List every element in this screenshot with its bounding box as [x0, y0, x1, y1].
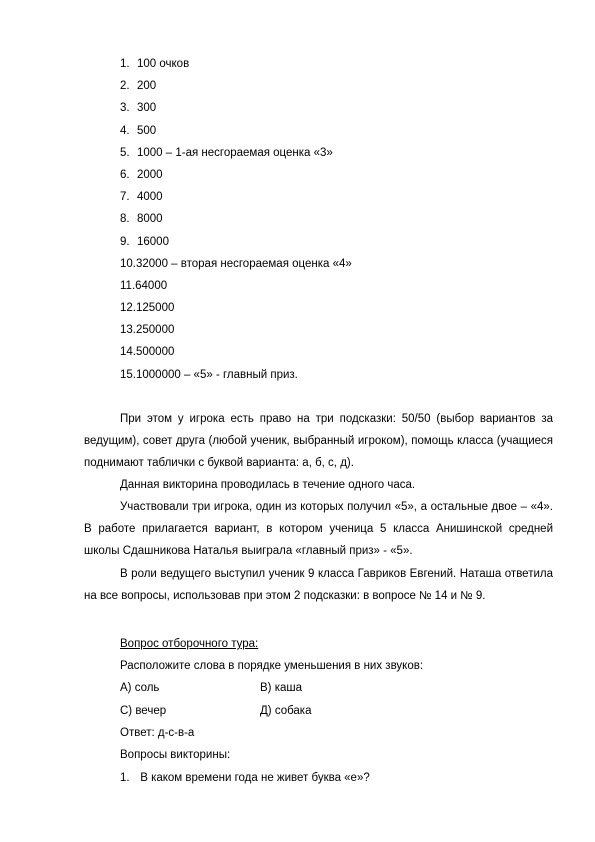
quiz-question-1-text: В каком времени года не живет буква «е»?: [140, 772, 370, 784]
prize-text: 64000: [135, 279, 168, 292]
prize-number: 5.: [120, 146, 130, 159]
quiz-question-1-number: 1.: [120, 772, 130, 784]
prize-number: 10.: [120, 257, 136, 270]
prize-number: 3.: [120, 102, 130, 115]
hints-paragraph: [84, 408, 553, 475]
prize-list-item: [120, 123, 352, 145]
prize-number: 14.: [120, 346, 136, 359]
prize-text: 1000000 – «5» - главный приз.: [136, 368, 298, 381]
option-c: С) вечер: [120, 705, 167, 717]
prize-text: 32000 – вторая несгораемая оценка «4»: [136, 257, 352, 270]
prize-list: [120, 56, 352, 389]
host-paragraph: [84, 563, 553, 607]
option-b: В) каша: [260, 682, 302, 694]
option-a: А) соль: [120, 682, 160, 694]
hints-text: При этом у игрока есть право на три подсказки: 50/50 (выбор вариантов за ведущим), совет друга (любой ученик, выбранный игроком), помощь класса (учащиеся поднимают таблички с буквой варианта: а, б, с, д).: [84, 413, 553, 470]
prize-list-item: [120, 300, 352, 322]
qualifier-heading: Вопрос отборочного тура:: [120, 638, 259, 650]
prize-list-item: [120, 211, 352, 233]
prize-text: 8000: [137, 213, 163, 226]
prize-list-item: [120, 234, 352, 256]
prize-text: 100 очков: [137, 58, 190, 70]
prize-text: 300: [137, 102, 157, 115]
prize-list-item: [120, 56, 352, 78]
prize-number: 13.: [120, 324, 136, 337]
quiz-heading: Вопросы викторины:: [120, 749, 231, 761]
prize-list-item: [120, 367, 352, 389]
prize-number: 2.: [120, 80, 130, 93]
prize-list-item: [120, 278, 352, 300]
prize-list-item: [120, 189, 352, 211]
prize-text: 1000 – 1-ая несгораемая оценка «3»: [137, 146, 333, 159]
prize-number: 11.: [120, 279, 136, 292]
prize-list-item: [120, 322, 352, 344]
prize-number: 7.: [120, 191, 130, 204]
prize-text: 16000: [137, 235, 169, 248]
prize-list-item: [120, 100, 352, 122]
prize-number: 9.: [120, 235, 130, 248]
prize-text: 4000: [137, 191, 163, 204]
participants-paragraph: [84, 496, 553, 563]
prize-number: 12.: [120, 302, 136, 315]
qualifier-question: Расположите слова в порядке уменьшения в них звуков:: [120, 660, 424, 672]
prize-number: 15.: [120, 368, 136, 381]
duration-paragraph: [84, 474, 553, 496]
option-d: Д) собака: [260, 705, 312, 717]
prize-number: 8.: [120, 213, 130, 226]
prize-text: 125000: [136, 302, 175, 315]
prize-text: 500000: [136, 346, 175, 359]
prize-list-item: [120, 344, 352, 366]
qualifier-answer: Ответ: д-с-в-а: [120, 727, 195, 739]
prize-number: 6.: [120, 168, 130, 181]
prize-number: 1.: [120, 58, 130, 70]
prize-text: 200: [137, 80, 157, 93]
prize-list-item: [120, 256, 352, 278]
prize-text: 2000: [137, 168, 163, 181]
participants-text: Участвовали три игрока, один из которых получил «5», а остальные двое – «4». В работе прилагается вариант, в котором ученица 5 класса Анишинской средней школы Сдашникова Наталья выиграла «главный приз» - «5».: [84, 501, 553, 558]
prize-text: 500: [137, 124, 157, 137]
prize-list-item: [120, 167, 352, 189]
prize-list-item: [120, 78, 352, 100]
prize-list-item: [120, 145, 352, 167]
quiz-question-1: [120, 770, 370, 786]
prize-number: 4.: [120, 124, 130, 137]
prize-text: 250000: [136, 324, 175, 337]
duration-text: Данная викторина проводилась в течение одного часа.: [120, 479, 416, 491]
host-text: В роли ведущего выступил ученик 9 класса Гавриков Евгений. Наташа ответила на все вопросы, использовав при этом 2 подсказки: в вопросе № 14 и № 9.: [84, 568, 553, 603]
